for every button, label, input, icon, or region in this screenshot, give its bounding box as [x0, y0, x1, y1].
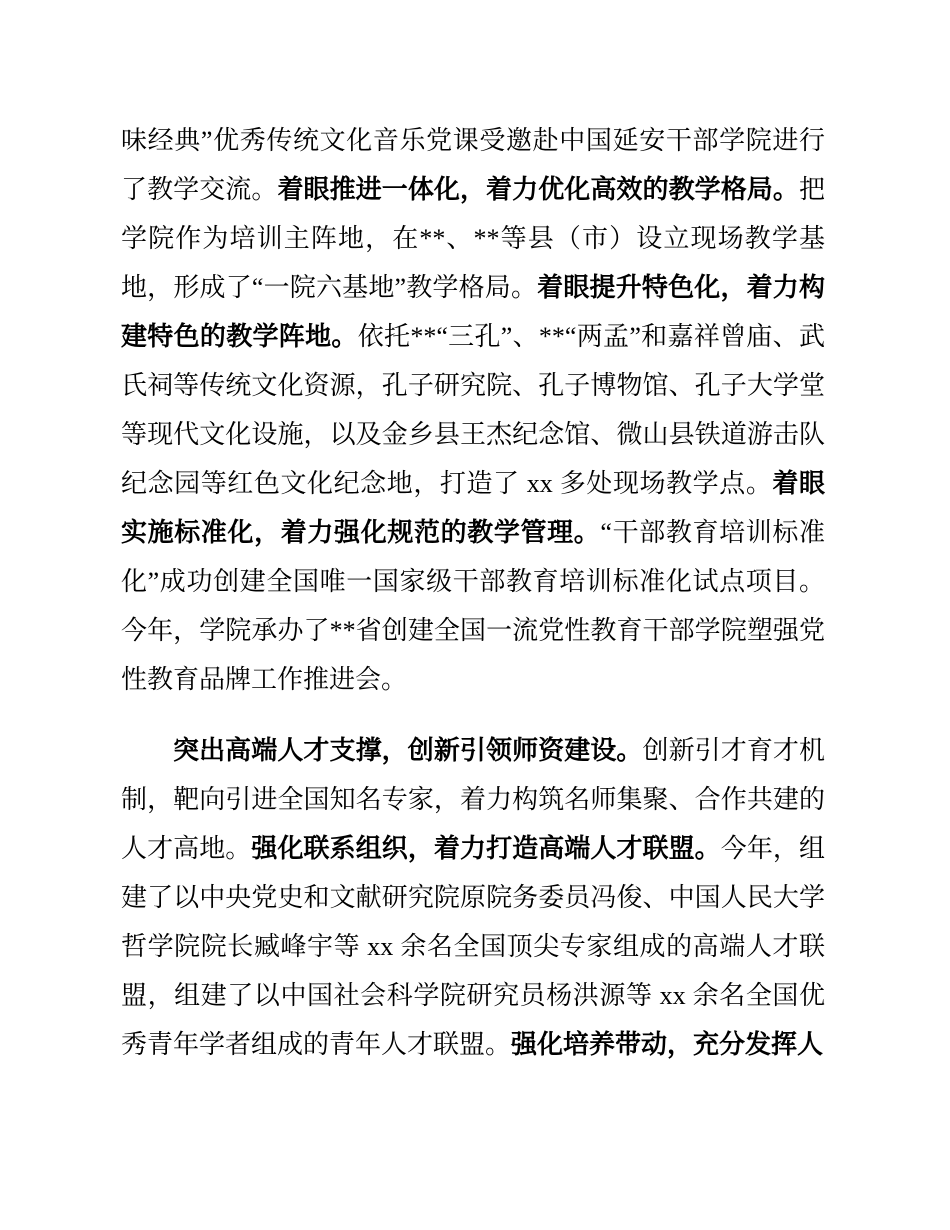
document-body [121, 116, 825, 1069]
text-run: 把学院作为培训主阵地，在**、**等县（市）设立现场教学基地，形成了“一院六基地”教学格局。 [121, 175, 825, 302]
text-run: “干部教育培训标准化”成功创建全国唯一国家级干部教育培训标准化试点项目。今年，学院承办了**省创建全国一流党性教育干部学院塑强党性教育品牌工作推进会。 [121, 518, 825, 694]
emphasis-text-run: 强化联系组织，着力打造高端人才联盟。 [251, 833, 721, 863]
emphasis-text-run: 强化培养带动，充分发挥人 [511, 1029, 824, 1059]
paragraph [121, 726, 825, 1069]
paragraph [121, 116, 825, 704]
emphasis-text-run: 突出高端人才支撑，创新引领师资建设。 [173, 735, 643, 765]
text-run: 依托**“三孔”、**“两孟”和嘉祥曾庙、武氏祠等传统文化资源，孔子研究院、孔子博物馆、孔子大学堂等现代文化设施，以及金乡县王杰纪念馆、微山县铁道游击队纪念园等红色文化纪念地，打造了 xx 多处现场教学点。 [121, 322, 825, 498]
text-run: 今年，组建了以中央党史和文献研究院原院务委员冯俊、中国人民大学哲学院院长臧峰宇等 xx 余名全国顶尖专家组成的高端人才联盟，组建了以中国社会科学院研究员杨洪源等 xx 余名全国优秀青年学者组成的青年人才联盟。 [121, 834, 825, 1059]
text-run: 创新引才育才机制，靶向引进全国知名专家，着力构筑名师集聚、合作共建的人才高地。 [121, 736, 825, 863]
emphasis-text-run: 着眼提升特色化，着力构建特色的教学阵地。 [121, 272, 825, 351]
emphasis-text-run: 着眼推进一体化，着力优化高效的教学格局。 [277, 174, 799, 204]
text-run: 味经典”优秀传统文化音乐党课受邀赴中国延安干部学院进行了教学交流。 [121, 126, 825, 204]
emphasis-text-run: 着眼实施标准化，着力强化规范的教学管理。 [121, 468, 825, 547]
